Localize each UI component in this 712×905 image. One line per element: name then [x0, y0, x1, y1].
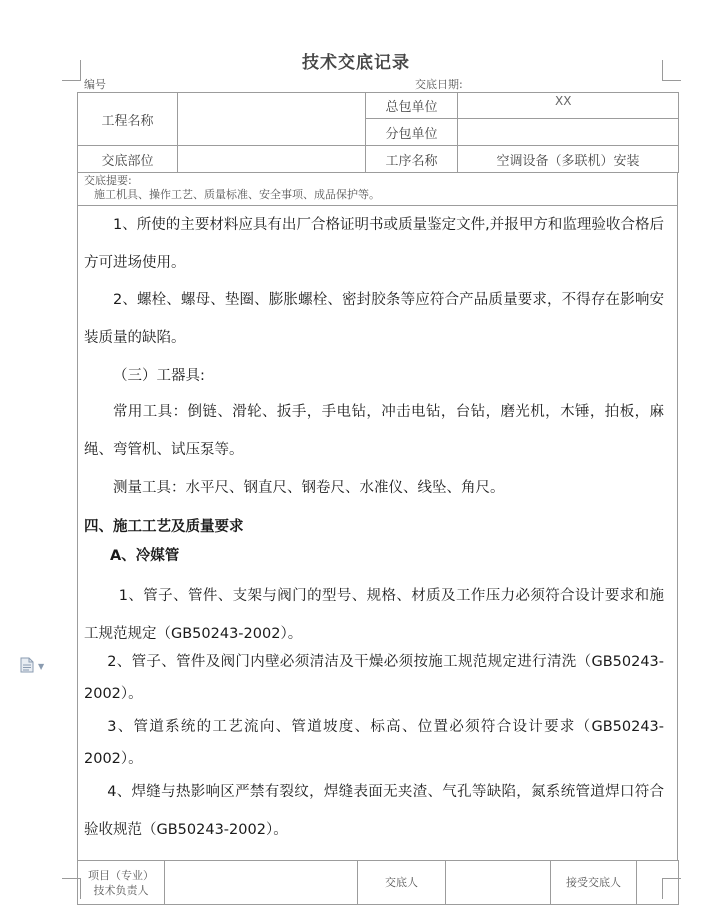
paragraph-3: 常用工具：倒链、滑轮、扳手，手电钻，冲击电钻，台钻，磨光机，木锤，拍板，麻绳、弯管机、试压泵等。	[84, 404, 664, 458]
discloser-label: 交底人	[358, 861, 446, 905]
paragraph-4: 测量工具：水平尺、钢直尺、钢卷尺、水准仪、线坠、角尺。	[113, 480, 505, 496]
info-table	[77, 92, 679, 173]
process-label: 工序名称	[366, 146, 458, 173]
page-title: 技术交底记录	[302, 53, 410, 73]
project-name-label: 工程名称	[78, 93, 178, 146]
number-label: 编号	[84, 78, 106, 91]
leader-signature	[165, 861, 358, 905]
paragraph-6: 2、管子、管件及阀门内壁必须清洁及干燥必须按施工规范规定进行清洗（GB50243-2002）。	[84, 654, 664, 702]
process-value: 空调设备（多联机）安装	[458, 146, 679, 173]
discloser-signature	[446, 861, 551, 905]
date-label: 交底日期:	[415, 78, 463, 91]
chevron-down-icon[interactable]: ▼	[38, 662, 45, 671]
crop-mark-top-left	[62, 60, 81, 81]
subcontractor-value	[458, 119, 679, 146]
brief-section	[84, 174, 380, 202]
section-4-heading: 四、施工工艺及质量要求	[84, 519, 244, 535]
brief-items: 施工机具、操作工艺、质量标准、安全事项、成品保护等。	[94, 188, 380, 201]
sub-a-heading: A、冷媒管	[110, 548, 180, 564]
receiver-signature	[637, 861, 679, 905]
subcontractor-label: 分包单位	[366, 119, 458, 146]
paragraph-8: 4、焊缝与热影响区严禁有裂纹，焊缝表面无夹渣、气孔等缺陷，氮系统管道焊口符合验收规范（GB50243-2002）。	[84, 784, 664, 838]
paragraph-5: 1、管子、管件、支架与阀门的型号、规格、材质及工作压力必须符合设计要求和施工规范规定（GB50243-2002）。	[84, 588, 664, 642]
general-contractor-value: XX	[555, 94, 572, 108]
project-name-value	[178, 93, 366, 146]
general-contractor-label: 总包单位	[366, 93, 458, 119]
crop-mark-top-right	[662, 60, 681, 81]
part-value	[178, 146, 366, 173]
tools-heading: （三）工器具:	[113, 368, 205, 384]
document-icon[interactable]	[20, 657, 34, 673]
paragraph-1: 1、所使的主要材料应具有出厂合格证明书或质量鉴定文件,并报甲方和监理验收合格后方可进场使用。	[84, 217, 664, 271]
paragraph-2: 2、螺栓、螺母、垫圈、膨胀螺栓、密封胶条等应符合产品质量要求，不得存在影响安装质量的缺陷。	[84, 292, 664, 346]
receiver-label: 接受交底人	[551, 861, 637, 905]
paragraph-7: 3、管道系统的工艺流向、管道坡度、标高、位置必须符合设计要求（GB50243-2002）。	[84, 719, 664, 767]
brief-label: 交底提要:	[84, 174, 132, 187]
part-label: 交底部位	[78, 146, 178, 173]
signature-table	[77, 860, 679, 905]
leader-label: 项目（专业） 技术负责人	[78, 861, 165, 905]
